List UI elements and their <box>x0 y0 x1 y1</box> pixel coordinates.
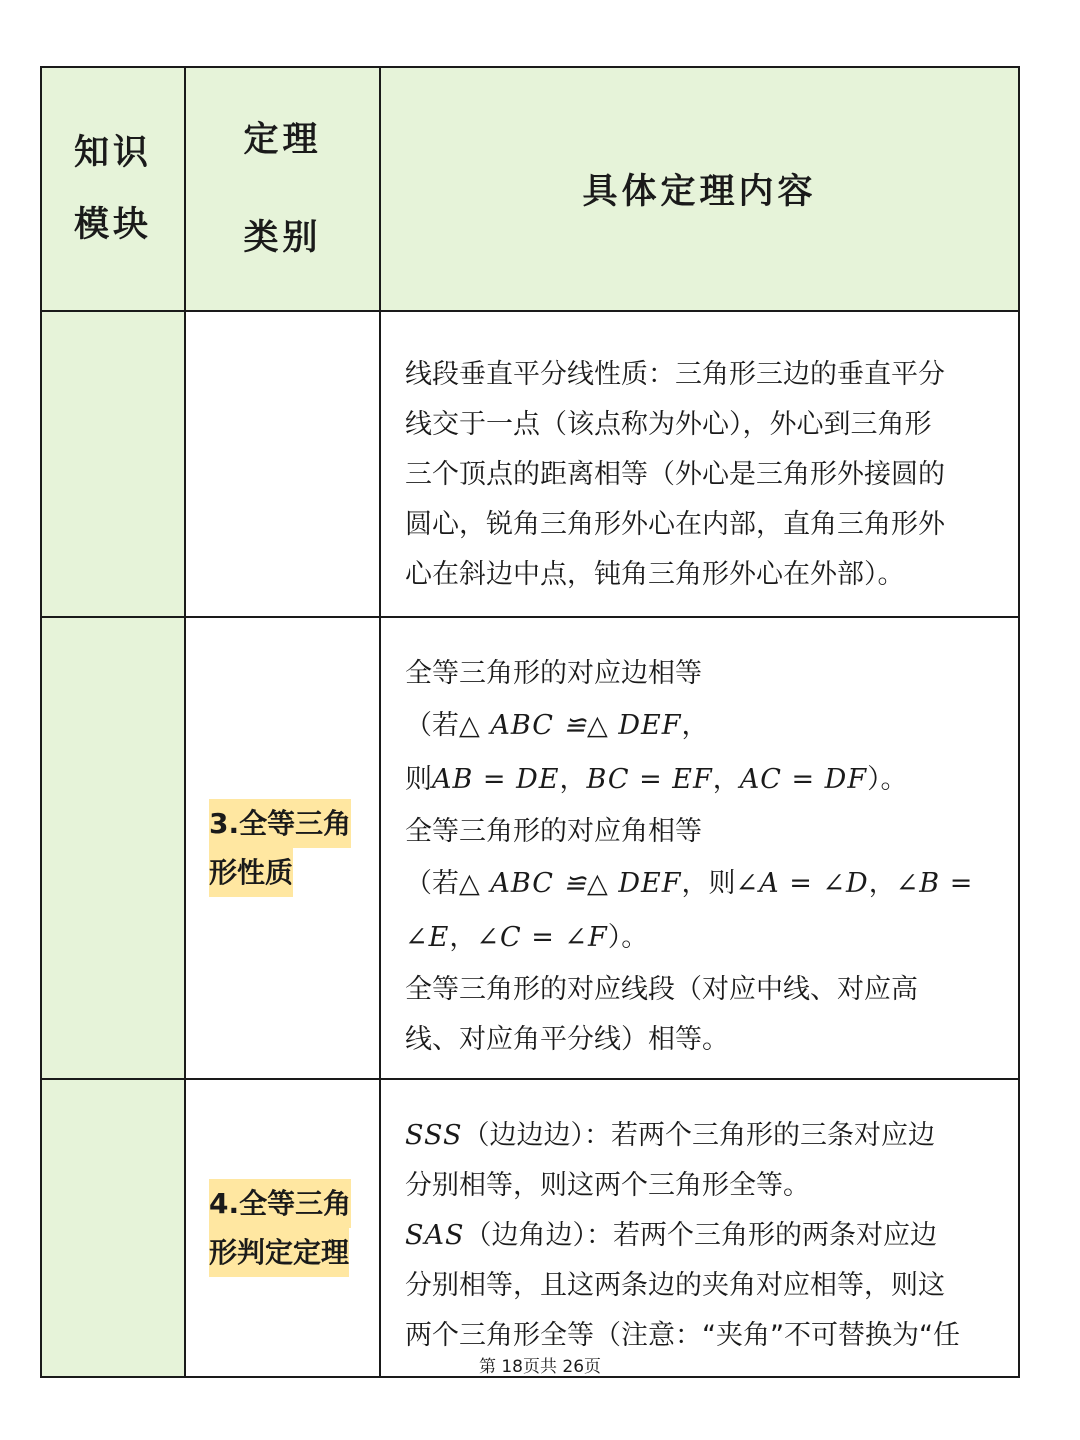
module-cell <box>41 1079 185 1377</box>
sides-title: 全等三角形的对应边相等 <box>405 658 702 689</box>
header-module-line2: 模块 <box>73 204 152 245</box>
content-cell <box>380 617 1019 1079</box>
type-cell <box>185 617 380 1079</box>
type-label-line: 4.全等三角 <box>209 1179 351 1228</box>
theorem-type-label <box>209 799 351 897</box>
content-cell <box>380 311 1019 617</box>
content-cell <box>380 1079 1019 1377</box>
angles-conclusion: ∠E，∠C = ∠F）。 <box>405 922 649 953</box>
content-line: 线段垂直平分线性质：三角形三边的垂直平分 <box>405 359 945 390</box>
module-cell <box>41 311 185 617</box>
content-line: 圆心，锐角三角形外心在内部，直角三角形外 <box>405 509 945 540</box>
type-label-line: 3.全等三角 <box>209 799 351 848</box>
sss-line: SSS（边边边）：若两个三角形的三条对应边 <box>405 1120 936 1151</box>
type-label-line: 形判定定理 <box>209 1228 349 1277</box>
sides-conclusion: 则AB = DE，BC = EF，AC = DF）。 <box>405 764 908 795</box>
theorem-table <box>40 66 1020 1378</box>
table-row <box>41 1079 1019 1377</box>
table-row <box>41 311 1019 617</box>
header-type-line2: 类别 <box>243 217 322 258</box>
type-label-line: 形性质 <box>209 848 293 897</box>
header-module-line1: 知识 <box>73 132 152 173</box>
sas-line: 两个三角形全等（注意：“夹角”不可替换为“任 <box>405 1320 960 1351</box>
sides-premise: （若△ ABC ≌△ DEF， <box>405 710 709 741</box>
header-knowledge-module <box>41 67 185 311</box>
type-cell <box>185 1079 380 1377</box>
module-cell <box>41 617 185 1079</box>
sss-line: 分别相等，则这两个三角形全等。 <box>405 1170 810 1201</box>
table-header-row <box>41 67 1019 311</box>
segments-line: 全等三角形的对应线段（对应中线、对应高 <box>405 974 918 1005</box>
segments-line: 线、对应角平分线）相等。 <box>405 1024 729 1055</box>
sas-line: SAS（边角边）：若两个三角形的两条对应边 <box>405 1220 937 1251</box>
header-theorem-type <box>185 67 380 311</box>
theorem-type-label <box>209 1179 351 1277</box>
angles-title: 全等三角形的对应角相等 <box>405 816 702 847</box>
content-line: 三个顶点的距离相等（外心是三角形外接圆的 <box>405 459 945 490</box>
header-theorem-content: 具体定理内容 <box>380 67 1019 311</box>
page-number-footer: 第 18页共 26页 <box>478 1357 602 1377</box>
angles-premise: （若△ ABC ≌△ DEF，则∠A = ∠D，∠B = <box>405 868 974 899</box>
type-cell <box>185 311 380 617</box>
content-line: 线交于一点（该点称为外心），外心到三角形 <box>405 409 932 440</box>
content-line: 心在斜边中点，钝角三角形外心在外部）。 <box>405 559 905 590</box>
sas-line: 分别相等，且这两条边的夹角对应相等，则这 <box>405 1270 945 1301</box>
header-type-line1: 定理 <box>243 119 322 160</box>
table-row <box>41 617 1019 1079</box>
